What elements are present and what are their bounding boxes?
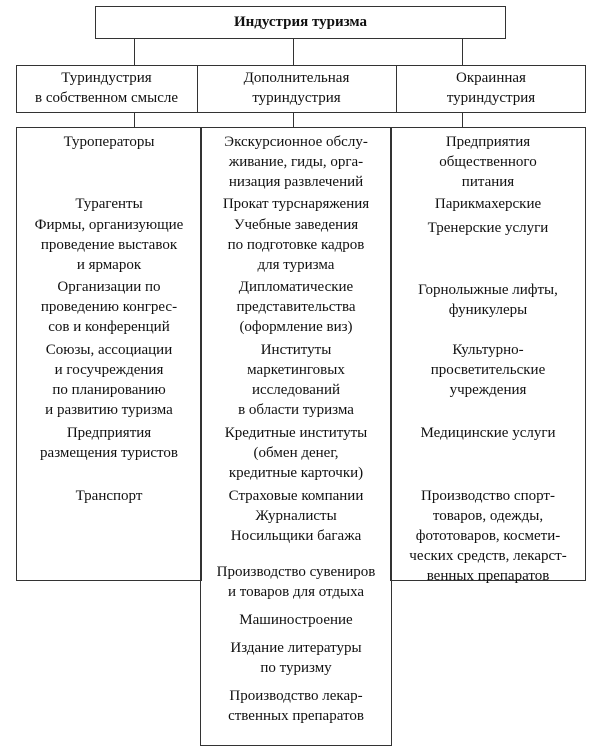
list-item: Предприятия размещения туристов <box>40 425 178 461</box>
list-item: Союзы, ассоциации и госучреждения по планированию и развитию туризма <box>45 342 173 418</box>
list-item: Страховые компании Журналисты Носильщики багажа <box>228 488 364 544</box>
connector <box>462 112 463 128</box>
list-item: Турагенты <box>75 196 143 212</box>
connector <box>293 112 294 128</box>
list-item: Дипломатические представительства (оформление виз) <box>236 279 356 335</box>
category-peripheral-tourism: Окраинная туриндустрия <box>446 70 536 106</box>
list-item: Парикмахерские <box>434 196 542 212</box>
list-item: Институты маркетинговых исследований в области туризма <box>238 342 354 418</box>
category-own-tourism: Туриндустрия в собственном смысле <box>34 70 179 106</box>
connector <box>134 38 135 66</box>
list-item: Производство спорт- товаров, одежды, фототоваров, космети- ческих средств, лекарст- венных препаратов <box>409 488 567 584</box>
list-item: Экскурсионное обслу- живание, гиды, орга- низация развлечений <box>224 134 368 190</box>
list-item: Кредитные институты (обмен денег, кредитные карточки) <box>224 425 368 481</box>
category-additional-tourism: Дополнительная туриндустрия <box>243 70 350 106</box>
list-item: Медицинские услуги <box>420 425 556 441</box>
list-item: Учебные заведения по подготовке кадров для туризма <box>227 217 365 273</box>
list-item: Культурно- просветительские учреждения <box>430 342 546 398</box>
connector <box>134 112 135 128</box>
list-item: Фирмы, организующие проведение выставок и ярмарок <box>34 217 184 273</box>
root-node <box>95 6 506 39</box>
connector <box>293 38 294 66</box>
list-item: Предприятия общественного питания <box>439 134 537 190</box>
root-title: Индустрия туризма <box>233 14 368 30</box>
list-item: Организации по проведению конгрес- сов и конференций <box>40 279 178 335</box>
list-item: Транспорт <box>75 488 143 504</box>
list-item: Производство сувениров и товаров для отдыха <box>216 564 376 600</box>
list-item: Производство лекар- ственных препаратов <box>228 688 364 724</box>
list-item: Машиностроение <box>239 612 353 628</box>
list-item: Тренерские услуги <box>427 220 549 236</box>
list-item: Туроператоры <box>63 134 155 150</box>
list-item: Издание литературы по туризму <box>230 640 362 676</box>
list-item: Прокат турснаряжения <box>222 196 370 212</box>
list-item: Горнолыжные лифты, фуникулеры <box>418 282 558 318</box>
connector <box>462 38 463 66</box>
